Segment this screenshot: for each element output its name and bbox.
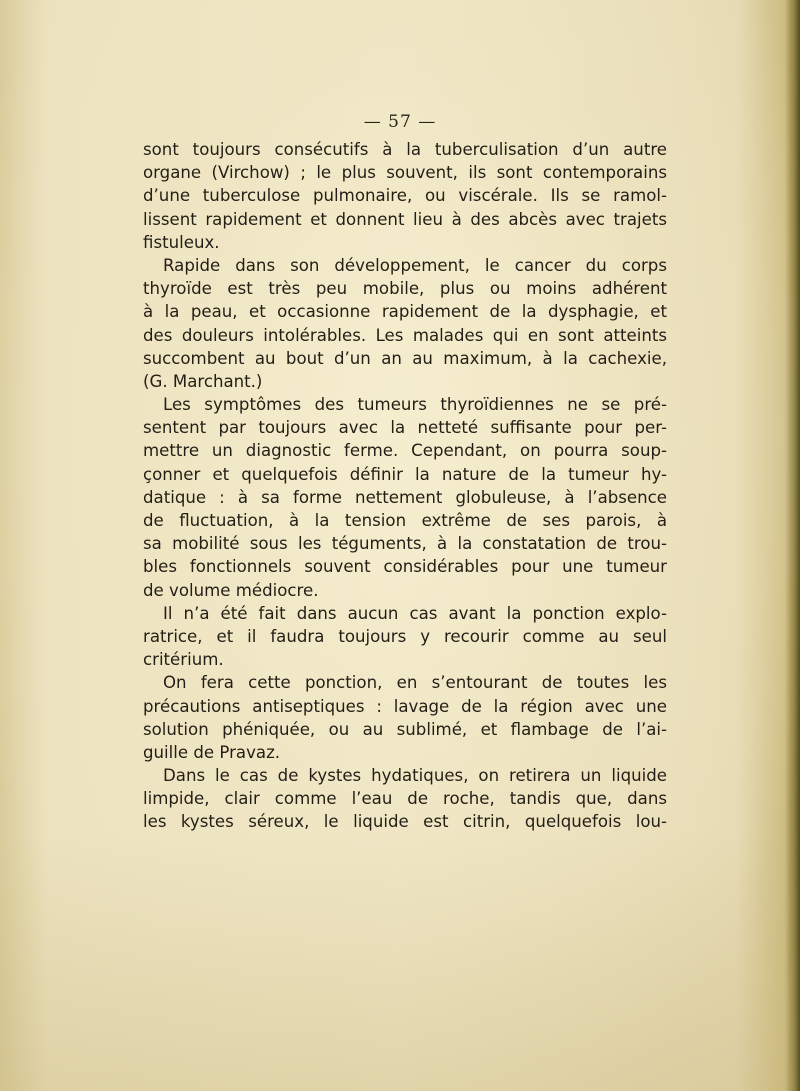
body-text bbox=[143, 138, 667, 834]
text-line: succombent au bout d’un an au maximum, à la cachexie, bbox=[143, 348, 667, 368]
text-line: lissent rapidement et donnent lieu à des abcès avec trajets bbox=[143, 209, 667, 229]
text-line: les kystes séreux, le liquide est citrin, quelquefois lou- bbox=[143, 812, 667, 832]
text-line: limpide, clair comme l’eau de roche, tandis que, dans bbox=[143, 789, 667, 809]
text-line: On fera cette ponction, en s’entourant de toutes les bbox=[163, 673, 667, 693]
text-line: organe (Virchow) ; le plus souvent, ils sont contemporains bbox=[143, 163, 667, 183]
text-line: précautions antiseptiques : lavage de la région avec une bbox=[143, 696, 667, 716]
text-line: de fluctuation, à la tension extrême de ses parois, à bbox=[143, 511, 667, 530]
text-line: fistuleux. bbox=[143, 232, 220, 252]
text-line: bles fonctionnels souvent considérables pour une tumeur bbox=[143, 557, 667, 577]
text-line: guille de Pravaz. bbox=[143, 742, 281, 762]
paper-stain bbox=[0, 831, 800, 1091]
text-line: sont toujours consécutifs à la tuberculisation d’un autre bbox=[143, 140, 667, 159]
text-line: thyroïde est très peu mobile, plus ou moins adhérent bbox=[143, 279, 667, 299]
text-line: sa mobilité sous les téguments, à la constatation de trou- bbox=[143, 534, 667, 554]
text-line: Rapide dans son développement, le cancer du corps bbox=[163, 255, 667, 275]
text-line: mettre un diagnostic ferme. Cependant, on pourra soup- bbox=[143, 441, 667, 461]
text-line: (G. Marchant.) bbox=[143, 371, 263, 391]
text-line: critérium. bbox=[143, 650, 224, 670]
text-line: datique : à sa forme nettement globuleuse, à l’absence bbox=[143, 487, 667, 507]
text-line: d’une tuberculose pulmonaire, ou viscérale. Ils se ramol- bbox=[143, 186, 667, 206]
text-line: Les symptômes des tumeurs thyroïdiennes ne se pré- bbox=[163, 395, 667, 415]
text-line: des douleurs intolérables. Les malades qui en sont atteints bbox=[143, 325, 667, 345]
text-line: à la peau, et occasionne rapidement de la dysphagie, et bbox=[143, 302, 667, 322]
text-line: Il n’a été fait dans aucun cas avant la ponction explo- bbox=[163, 603, 667, 623]
text-line: sentent par toujours avec la netteté suffisante pour per- bbox=[143, 418, 667, 438]
text-line: Dans le cas de kystes hydatiques, on retirera un liquide bbox=[163, 766, 667, 786]
text-line: ratrice, et il faudra toujours y recourir comme au seul bbox=[143, 626, 667, 646]
page-number: — 57 — bbox=[363, 112, 437, 132]
text-line: de volume médiocre. bbox=[143, 580, 319, 600]
text-line: çonner et quelquefois définir la nature de la tumeur hy- bbox=[143, 464, 667, 484]
page-edge-shadow bbox=[786, 0, 800, 1091]
text-line: solution phéniquée, ou au sublimé, et flambage de l’ai- bbox=[143, 719, 667, 739]
